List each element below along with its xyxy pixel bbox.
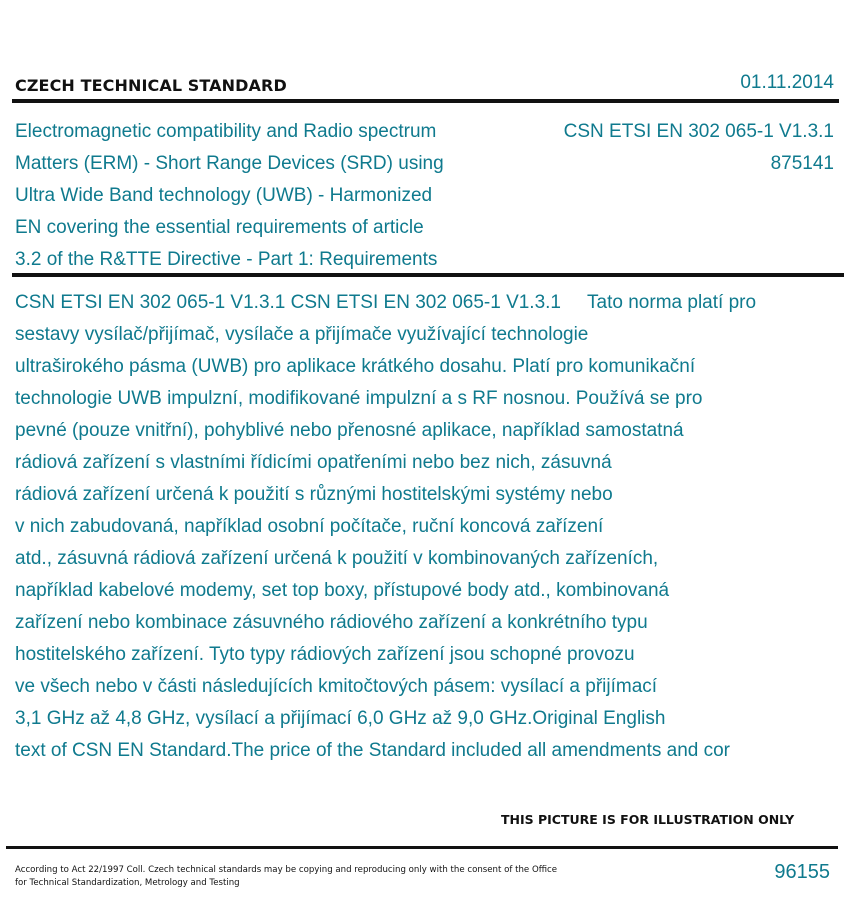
description-line: technologie UWB impulzní, modifikované impulzní a s RF nosnou. Používá se pro — [15, 388, 703, 409]
footer-divider — [6, 846, 838, 849]
standard-description — [15, 287, 855, 767]
subject-line: 3.2 of the R&TTE Directive - Part 1: Requirements — [15, 249, 438, 270]
section-divider — [12, 273, 844, 277]
standard-identifier — [564, 116, 834, 180]
subject-line: EN covering the essential requirements of article — [15, 217, 424, 238]
description-line: ultraširokého pásma (UWB) pro aplikace krátkého dosahu. Platí pro komunikační — [15, 356, 696, 377]
description-line: CSN ETSI EN 302 065-1 V1.3.1 CSN ETSI EN 302 065-1 V1.3.1 Tato norma platí pro — [15, 292, 757, 313]
description-line: ve všech nebo v části následujících kmitočtových pásem: vysílací a přijímací — [15, 676, 658, 697]
legal-notice — [15, 864, 585, 890]
document-number: 96155 — [774, 861, 830, 883]
subject-line: Matters (ERM) - Short Range Devices (SRD) using — [15, 153, 444, 174]
subject-line: Electromagnetic compatibility and Radio spectrum — [15, 121, 437, 142]
publication-date: 01.11.2014 — [740, 72, 834, 93]
description-line: rádiová zařízení určená k použití s různými hostitelskými systémy nebo — [15, 484, 613, 505]
legal-line: for Technical Standardization, Metrology and Testing — [15, 878, 240, 888]
description-line: zařízení nebo kombinace zásuvného rádiového zařízení a konkrétního typu — [15, 612, 648, 633]
description-line: v nich zabudovaná, například osobní počítače, ruční koncová zařízení — [15, 516, 604, 537]
subject-line: Ultra Wide Band technology (UWB) - Harmonized — [15, 185, 433, 206]
description-line: sestavy vysílač/přijímač, vysílače a přijímače využívající technologie — [15, 324, 589, 345]
description-line: například kabelové modemy, set top boxy, přístupové body atd., kombinovaná — [15, 580, 670, 601]
description-line: text of CSN EN Standard.The price of the Standard included all amendments and cor — [15, 740, 731, 761]
catalog-number: 875141 — [770, 153, 834, 174]
standard-subject — [15, 116, 515, 276]
description-line: 3,1 GHz až 4,8 GHz, vysílací a přijímací 6,0 GHz až 9,0 GHz.Original English — [15, 708, 666, 729]
standard-code: CSN ETSI EN 302 065-1 V1.3.1 — [563, 121, 834, 142]
description-line: pevné (pouze vnitřní), pohyblivé nebo přenosné aplikace, například samostatná — [15, 420, 684, 441]
illustration-notice: THIS PICTURE IS FOR ILLUSTRATION ONLY — [501, 812, 795, 827]
description-line: atd., zásuvná rádiová zařízení určená k použití v kombinovaných zařízeních, — [15, 548, 659, 569]
description-line: hostitelského zařízení. Tyto typy rádiových zařízení jsou schopné provozu — [15, 644, 635, 665]
header-divider — [12, 99, 839, 103]
description-line: rádiová zařízení s vlastními řídicími opatřeními nebo bez nich, zásuvná — [15, 452, 612, 473]
standard-type-heading: CZECH TECHNICAL STANDARD — [15, 76, 287, 95]
legal-line: According to Act 22/1997 Coll. Czech technical standards may be copying and reproducing only with the consent of the Office — [15, 865, 558, 875]
